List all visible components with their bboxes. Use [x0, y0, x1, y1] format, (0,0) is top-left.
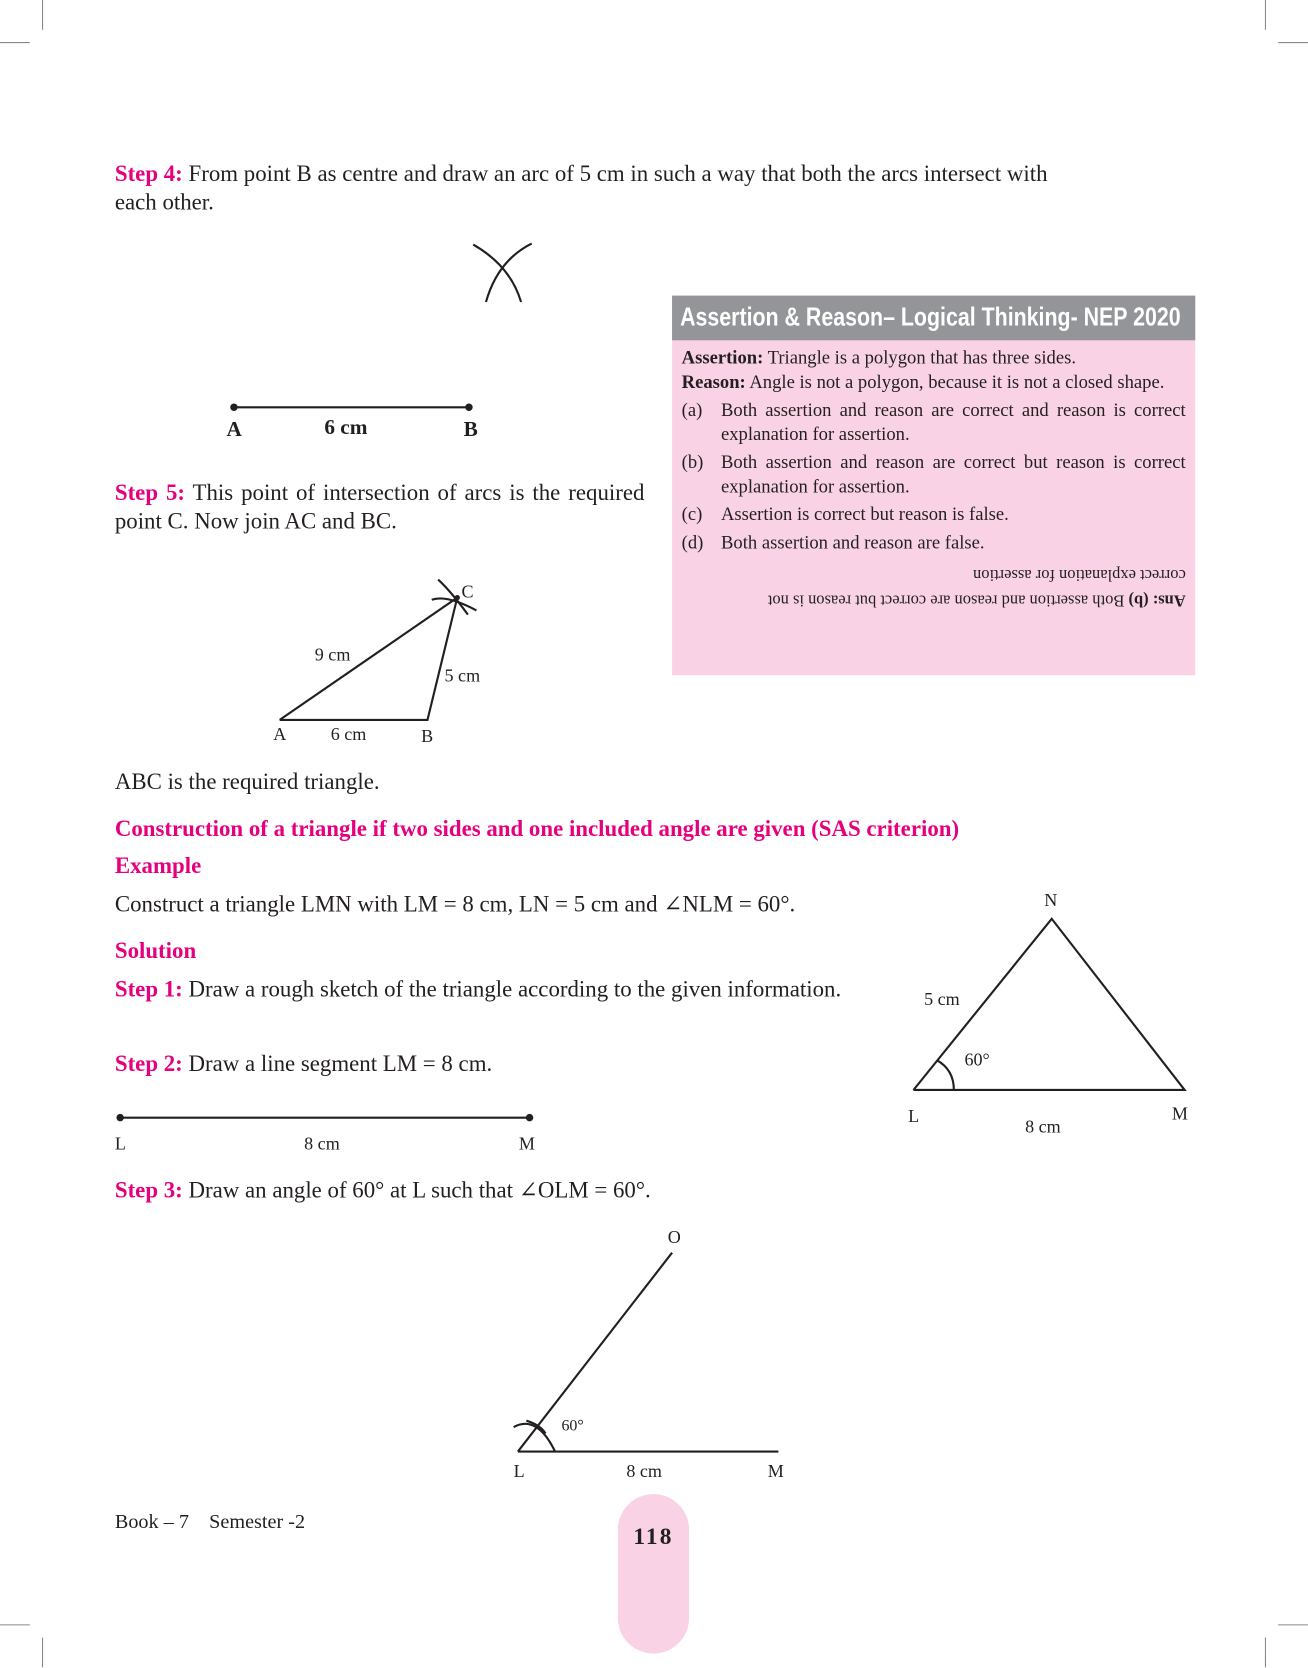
step1 — [115, 975, 874, 1004]
point-o-label: O — [667, 1227, 681, 1248]
angle-arc-l — [937, 1060, 954, 1090]
page-number: 118 — [633, 1522, 674, 1550]
step2 — [115, 1050, 492, 1079]
example-heading: Example — [114, 852, 202, 879]
point-l-label: L — [908, 1105, 920, 1126]
length-label: 6 cm — [324, 414, 368, 439]
step-text: Draw a line segment LM = 8 cm. — [182, 1050, 493, 1077]
step-label: Step 1: — [114, 976, 183, 1002]
option-text: Both assertion and reason are correct but reason is correct explanation for assertion. — [720, 450, 1186, 497]
conclusion-text: ABC is the required triangle. — [114, 768, 380, 795]
option-key: (c) — [681, 502, 703, 525]
footer-book — [115, 1508, 305, 1537]
answer-line-1 — [768, 588, 1186, 611]
ray-lo — [518, 1253, 672, 1452]
box-header — [672, 296, 1195, 341]
reason — [682, 370, 1186, 394]
triangle-abc — [280, 598, 458, 720]
step4-cont: each other. — [114, 189, 214, 215]
assertion-reason-box — [672, 296, 1195, 676]
answer-label: Ans: (b) — [1128, 591, 1186, 610]
bc-label: 5 cm — [444, 665, 481, 686]
step-label: Step 5: — [114, 479, 186, 506]
point-b-label: B — [463, 416, 478, 441]
point-l-label: L — [114, 1133, 126, 1154]
step4 — [115, 160, 1048, 189]
option-a — [682, 398, 1186, 446]
lm-label: 8 cm — [1025, 1116, 1061, 1137]
assertion-text: Triangle is a polygon that has three sides. — [763, 346, 1077, 368]
step-label: Step 4: — [114, 160, 183, 187]
point-c-label: C — [461, 581, 474, 602]
step3 — [115, 1176, 651, 1205]
step-text: Draw a rough sketch of the triangle according to the given information. — [182, 976, 842, 1002]
step-text: From point B as centre and draw an arc of 5 cm in such a way that both the arcs intersect with — [182, 160, 1048, 187]
option-text: Both assertion and reason are false. — [720, 531, 985, 553]
arc-2 — [486, 244, 532, 302]
box-title: Assertion & Reason– Logical Thinking- NEP 2020 — [680, 303, 1181, 332]
ln-label: 5 cm — [924, 988, 960, 1009]
point-l-label: L — [513, 1461, 525, 1482]
option-key: (b) — [681, 450, 704, 473]
angle-label: 60° — [561, 1417, 584, 1435]
reason-text: Angle is not a polygon, because it is not a closed shape. — [745, 370, 1165, 392]
example-text: Construct a triangle LMN with LM = 8 cm, LN = 5 cm and ∠NLM = 60°. — [114, 891, 796, 917]
reason-label: Reason: — [681, 370, 746, 392]
assertion — [682, 346, 1186, 370]
step-text: Draw an angle of 60° at L such that ∠OLM = 60°. — [182, 1177, 651, 1203]
ab-label: 6 cm — [330, 724, 367, 745]
option-b — [682, 450, 1186, 498]
point-b-label: B — [421, 726, 434, 747]
answer-line-2-wrap — [682, 560, 1186, 586]
page-number-tab — [618, 1494, 689, 1654]
assertion-label: Assertion: — [681, 346, 764, 368]
answer-text: Both assertion and reason are correct but reason is not — [767, 591, 1129, 610]
point-m-label: M — [518, 1133, 536, 1154]
box-body — [682, 346, 1186, 612]
option-text: Both assertion and reason are correct and reason is correct explanation for assertion. — [720, 398, 1186, 444]
option-d — [682, 530, 1186, 554]
book-label: Book – 7 — [114, 1511, 189, 1534]
step-label: Step 2: — [114, 1050, 183, 1077]
arc-1 — [473, 245, 521, 302]
point-a-label: A — [226, 416, 242, 441]
length-label: 8 cm — [304, 1133, 340, 1154]
solution-heading: Solution — [114, 937, 197, 964]
ac-label: 9 cm — [314, 644, 351, 665]
point-n-label: N — [1044, 890, 1058, 911]
option-key: (d) — [681, 531, 704, 553]
step5 — [115, 479, 645, 536]
point-a-label: A — [273, 724, 287, 745]
option-c — [682, 502, 1186, 526]
semester-label: Semester -2 — [209, 1511, 306, 1534]
angle-label: 60° — [964, 1049, 990, 1070]
answer-line-2: correct explanation for assertion — [972, 565, 1186, 584]
answer-line-1-wrap — [682, 586, 1186, 612]
option-text: Assertion is correct but reason is false. — [720, 502, 1009, 525]
option-key: (a) — [681, 398, 703, 421]
step-label: Step 3: — [114, 1177, 183, 1203]
point-m-label: M — [767, 1461, 784, 1482]
step-text: This point of intersection of arcs is the required point C. Now join AC and BC. — [114, 479, 645, 534]
length-label: 8 cm — [626, 1461, 662, 1482]
point-m-label: M — [1171, 1103, 1188, 1124]
section-heading: Construction of a triangle if two sides and one included angle are given (SAS criterion) — [114, 815, 960, 842]
